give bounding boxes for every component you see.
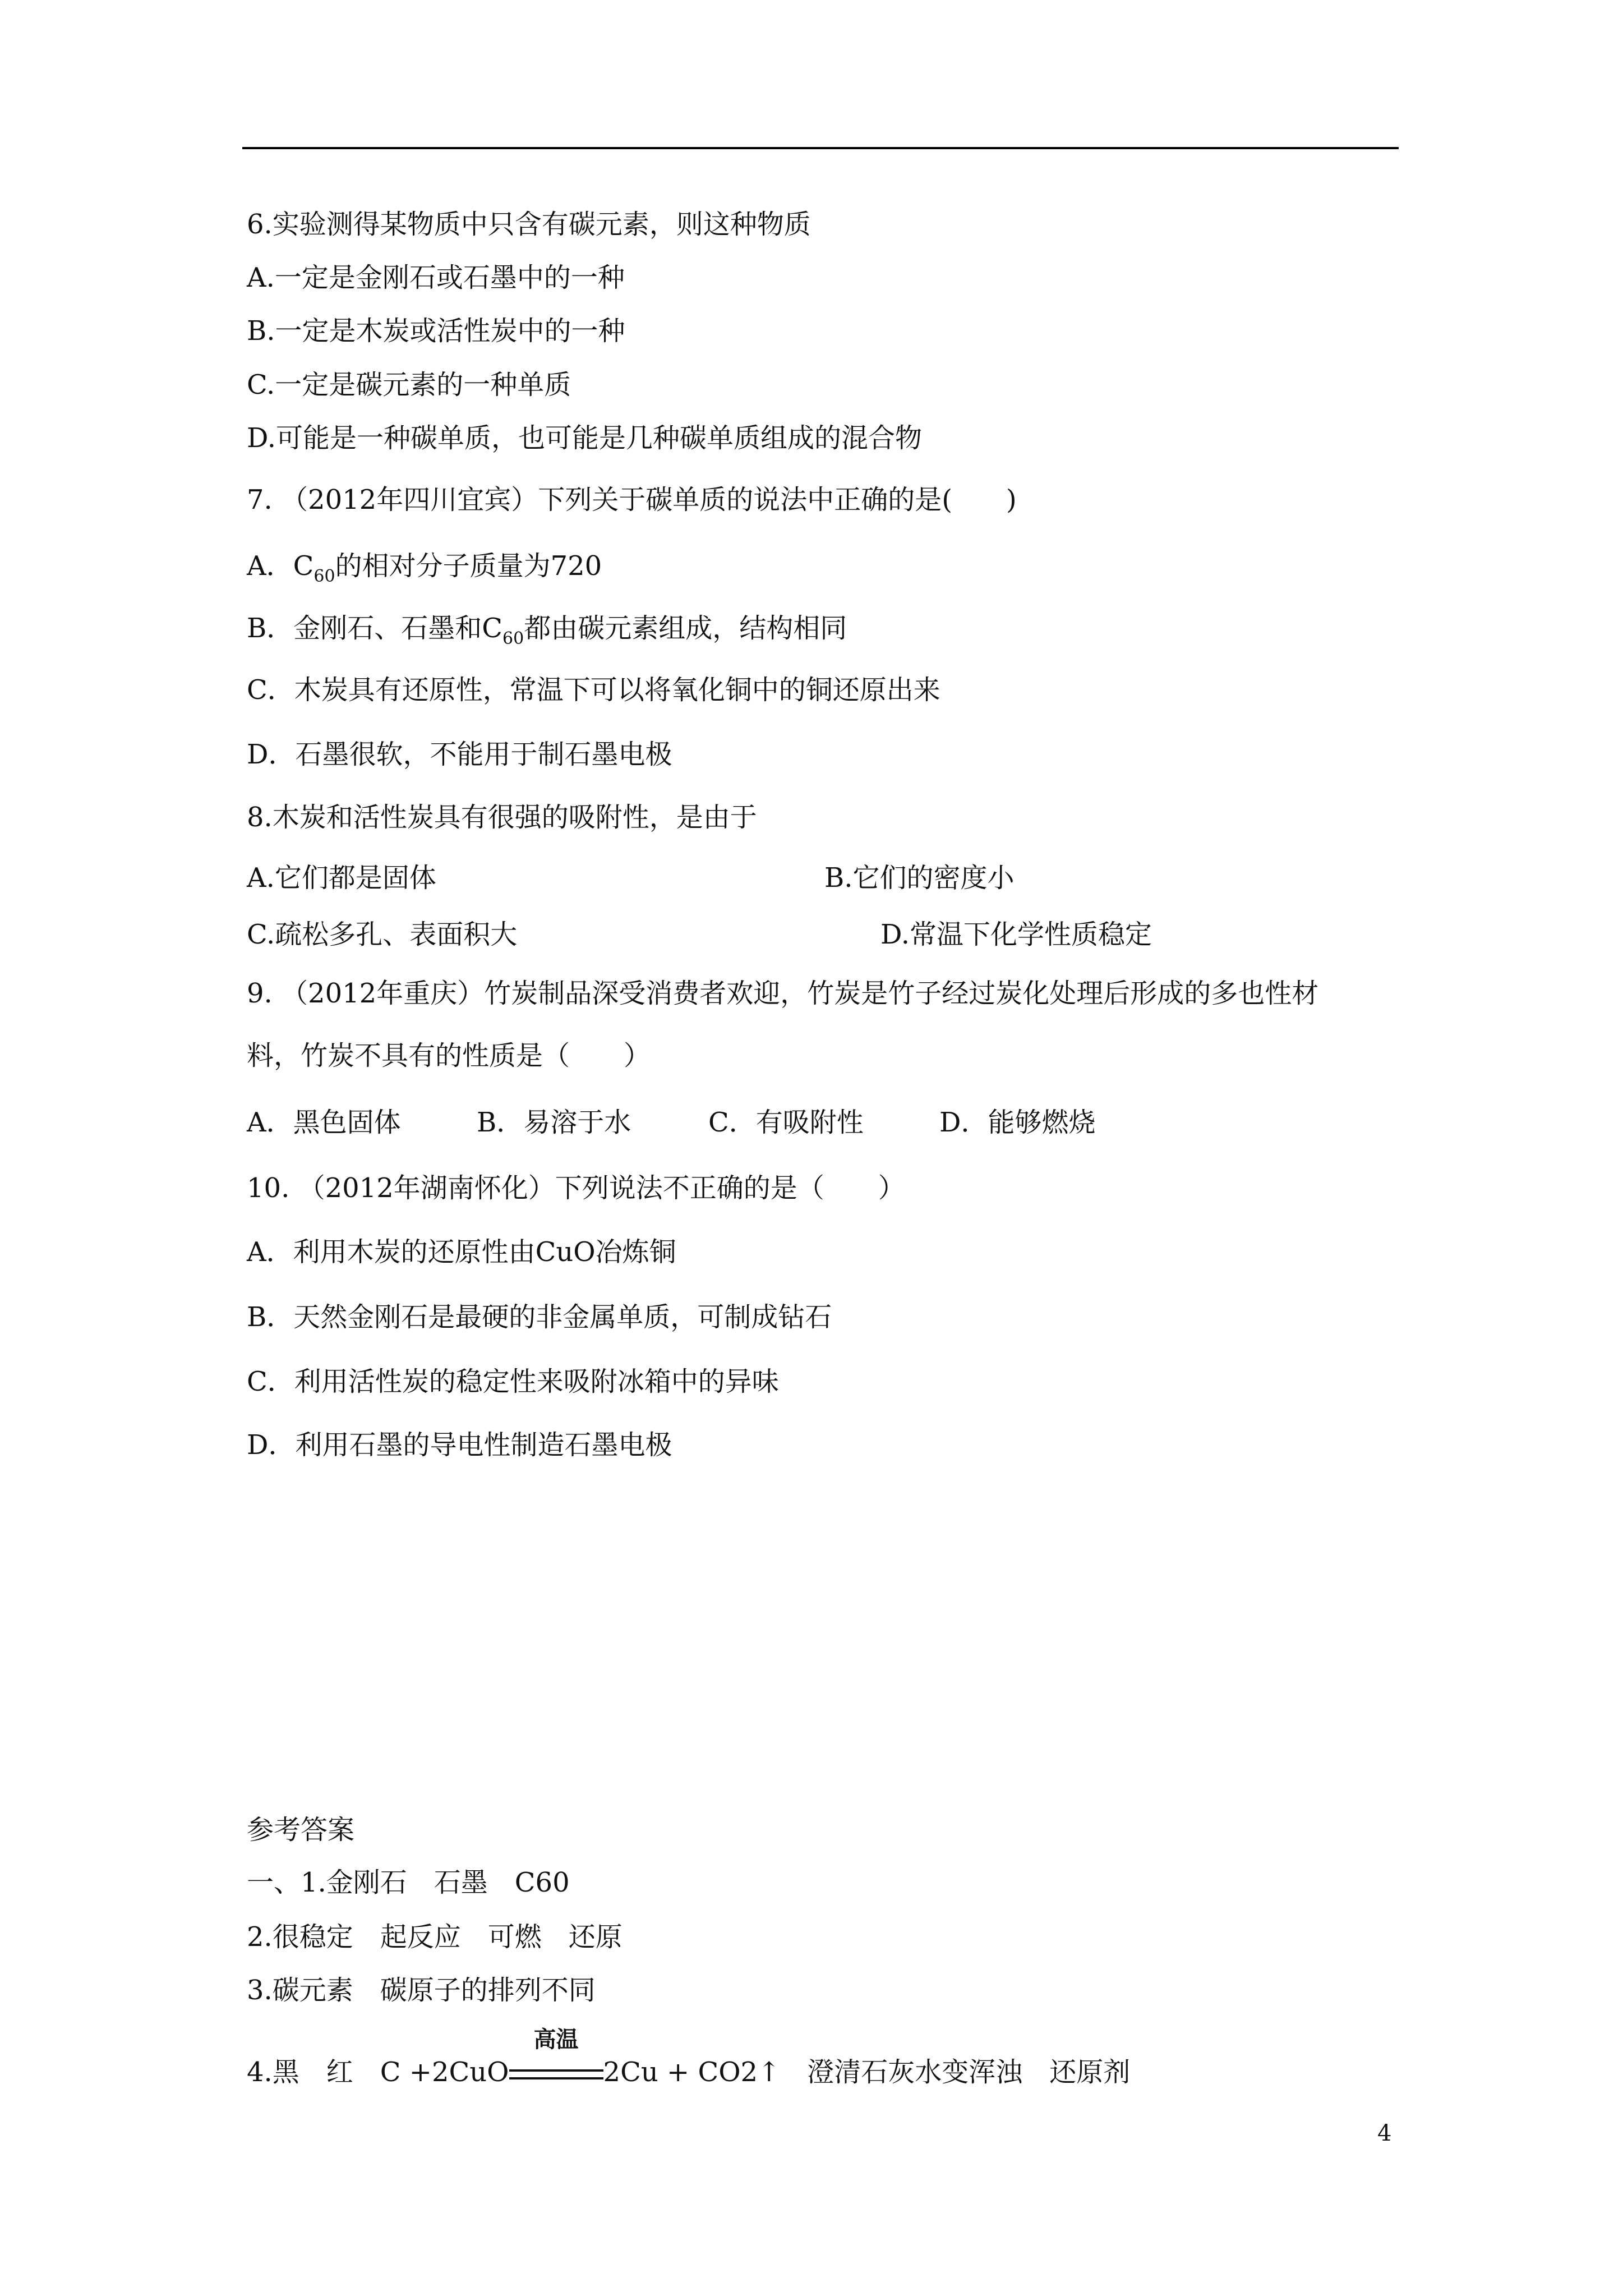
q7-option-c: C．木炭具有还原性，常温下可以将氧化铜中的铜还原出来: [247, 674, 940, 706]
answers-title: 参考答案: [247, 1814, 355, 1846]
equation-condition: [509, 2026, 603, 2089]
q10-option-c: C．利用活性炭的稳定性来吸附冰箱中的异味: [247, 1366, 779, 1397]
q6-option-b: B.一定是木炭或活性炭中的一种: [247, 315, 625, 347]
q7-b-subscript: 60: [502, 629, 524, 648]
page-number: 4: [1377, 2120, 1392, 2146]
q9-stem-line-2: 料，竹炭不具有的性质是（ ）: [247, 1040, 651, 1071]
q7-a-prefix: A．C: [247, 550, 314, 582]
q7-a-subscript: 60: [313, 567, 335, 586]
q7-option-a: [247, 549, 602, 587]
q9-option-a: A．黑色固体: [247, 1107, 401, 1138]
q9-option-c: C．有吸附性: [708, 1107, 864, 1138]
header-rule: [242, 147, 1399, 149]
q7-a-suffix: 的相对分子质量为720: [335, 550, 602, 582]
q10-option-b: B．天然金刚石是最硬的非金属单质，可制成钻石: [247, 1301, 832, 1333]
q10-option-a: A．利用木炭的还原性由CuO冶炼铜: [247, 1236, 676, 1268]
double-equals-sign: [509, 2069, 603, 2079]
q7-option-b: [247, 611, 847, 649]
answer-4: [247, 2026, 1131, 2089]
q6-option-d: D.可能是一种碳单质，也可能是几种碳单质组成的混合物: [247, 422, 923, 454]
q6-option-c: C.一定是碳元素的一种单质: [247, 369, 571, 401]
q8-option-b: B.它们的密度小: [824, 862, 1015, 894]
q10-option-d: D．利用石墨的导电性制造石墨电极: [247, 1429, 672, 1461]
q8-option-d: D.常温下化学性质稳定: [880, 919, 1152, 950]
q7-b-suffix: 都由碳元素组成，结构相同: [524, 613, 847, 644]
answer-3: 3.碳元素 碳原子的排列不同: [247, 1975, 596, 2006]
q8-option-c: C.疏松多孔、表面积大: [247, 919, 518, 950]
q8-option-a: A.它们都是固体: [247, 862, 436, 894]
q10-stem: 10. （2012年湖南怀化）下列说法不正确的是（ ）: [247, 1172, 905, 1204]
answer-2: 2.很稳定 起反应 可燃 还原: [247, 1921, 623, 1953]
q9-option-d: D．能够燃烧: [939, 1107, 1096, 1138]
q6-option-a: A.一定是金刚石或石墨中的一种: [247, 262, 625, 293]
q6-stem: 6.实验测得某物质中只含有碳元素，则这种物质: [247, 209, 811, 240]
q7-stem: 7. （2012年四川宜宾）下列关于碳单质的说法中正确的是( ): [247, 484, 1017, 516]
condition-label: 高温: [533, 2026, 579, 2053]
q9-option-b: B．易溶于水: [477, 1107, 631, 1138]
q9-stem-line-1: 9. （2012年重庆）竹炭制品深受消费者欢迎，竹炭是竹子经过炭化处理后形成的多也性材: [247, 978, 1319, 1009]
answer-1: 一、1.金刚石 石墨 C60: [247, 1867, 570, 1898]
answer-4-suffix: 2Cu + CO2↑ 澄清石灰水变浑浊 还原剂: [603, 2056, 1131, 2088]
q7-option-d: D．石墨很软，不能用于制石墨电极: [247, 739, 672, 770]
q8-stem: 8.木炭和活性炭具有很强的吸附性，是由于: [247, 802, 757, 833]
answer-4-prefix: 4.黑 红 C +2CuO: [247, 2056, 509, 2088]
q7-b-prefix: B．金刚石、石墨和C: [247, 613, 503, 644]
